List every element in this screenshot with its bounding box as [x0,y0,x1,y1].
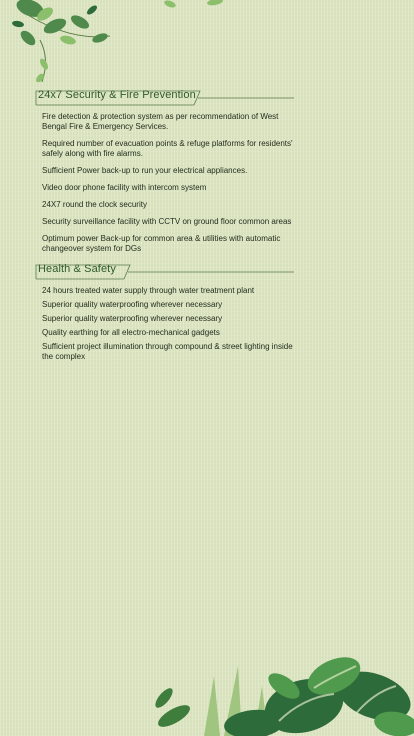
top-leaves-decoration [0,0,240,90]
list-item: 24X7 round the clock security [42,200,147,209]
list-item: 24 hours treated water supply through water treatment plant [42,286,255,295]
list-item: Superior quality waterproofing wherever necessary [42,314,223,323]
list-item: Optimum power Back-up for common area & utilities with automatic changeover system for DGs [42,234,281,253]
health-safety-list [36,286,296,362]
list-item: Video door phone facility with intercom system [42,183,207,192]
section-title: Health & Safety [38,263,116,275]
bottom-leaves-decoration [134,636,414,736]
list-item: Security surveillance facility with CCTV on ground floor common areas [42,217,292,226]
security-fire-list [36,112,296,254]
list-item: Quality earthing for all electro-mechanical gadgets [42,328,220,337]
list-item: Sufficient project illumination through compound & street lighting inside the complex [42,342,293,361]
section-header [36,90,296,106]
section-title: 24x7 Security & Fire Prevention [38,89,196,101]
health-safety-section [36,264,296,366]
list-item: Superior quality waterproofing wherever necessary [42,300,223,309]
list-item: Required number of evacuation points & refuge platforms for residents' safely along with fire alarms. [42,139,293,158]
section-header [36,264,296,280]
list-item: Sufficient Power back-up to run your electrical appliances. [42,166,248,175]
security-fire-section [36,90,296,261]
list-item: Fire detection & protection system as per recommendation of West Bengal Fire & Emergency Services. [42,112,279,131]
